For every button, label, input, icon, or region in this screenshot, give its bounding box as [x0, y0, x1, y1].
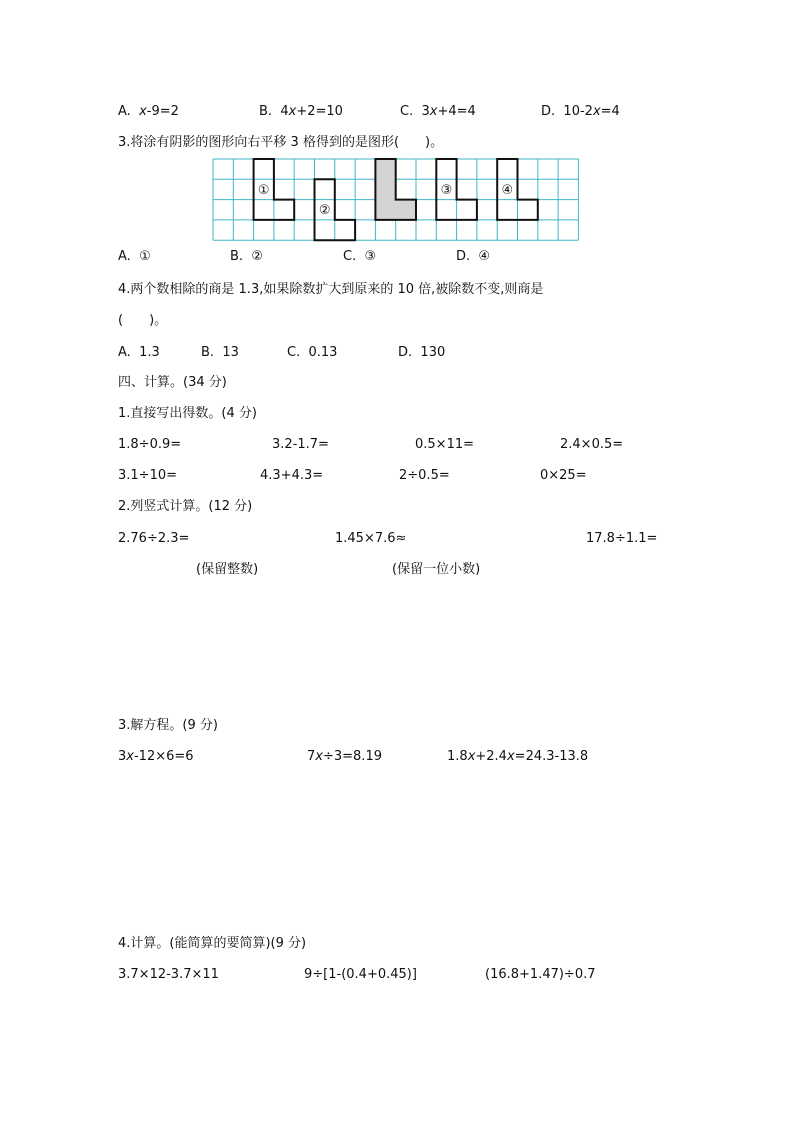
vertical-calc-item: 2.76÷2.3=	[118, 531, 190, 546]
figure-label: ③	[440, 182, 453, 198]
option-letter: D.	[541, 104, 556, 119]
section-heading: 四、计算。(34 分)	[118, 375, 227, 390]
figure-label: ②	[318, 203, 331, 219]
equation-text: 3	[118, 749, 127, 764]
part2-title: 2.列竖式计算。(12 分)	[118, 499, 253, 514]
option-letter: B.	[259, 104, 273, 119]
l-shape-shaded	[375, 159, 416, 220]
variable-x: x	[429, 104, 438, 119]
option-letter: C.	[400, 104, 414, 119]
variable-x: x	[592, 104, 601, 119]
q3-question: 3.将涂有阴影的图形向右平移 3 格得到的是图形( )。	[118, 135, 444, 150]
mental-calc-item: 0×25=	[540, 468, 587, 483]
q3-option-c: C. ③	[343, 249, 377, 264]
mental-calc-item: 4.3+4.3=	[260, 468, 324, 483]
q4-question-line2: ( )。	[118, 313, 168, 328]
part3-title: 3.解方程。(9 分)	[118, 718, 218, 733]
mental-calc-item: 3.1÷10=	[118, 468, 178, 483]
q2-option-b	[259, 103, 343, 121]
equation-text: ÷3=8.19	[322, 749, 382, 764]
vertical-calc-item: 17.8÷1.1=	[586, 531, 658, 546]
mental-calc-item: 2÷0.5=	[399, 468, 450, 483]
simplify-calc-item: 3.7×12-3.7×11	[118, 967, 219, 982]
equation-text: -9=2	[146, 104, 179, 119]
rounding-note: (保留一位小数)	[392, 562, 481, 577]
translation-grid-figure	[212, 158, 584, 242]
q2-option-c	[400, 103, 476, 121]
mental-calc-item: 0.5×11=	[415, 437, 475, 452]
part1-title: 1.直接写出得数。(4 分)	[118, 406, 257, 421]
variable-x: x	[126, 749, 134, 764]
figure-label: ①	[257, 182, 270, 198]
q4-option-c: C. 0.13	[287, 345, 338, 360]
equation-text: 4	[280, 104, 289, 119]
part4-title: 4.计算。(能简算的要简算)(9 分)	[118, 936, 307, 951]
equation-text: =24.3-13.8	[514, 749, 589, 764]
q4-option-b: B. 13	[201, 345, 239, 360]
equation-text: 7	[307, 749, 316, 764]
q2-option-d	[541, 103, 620, 121]
q3-option-d: D. ④	[456, 249, 491, 264]
vertical-calc-item: 1.45×7.6≈	[335, 531, 407, 546]
q3-option-b: B. ②	[230, 249, 263, 264]
equation-text: +2.4	[475, 749, 507, 764]
option-letter: A.	[118, 104, 131, 119]
mental-calc-item: 3.2-1.7=	[272, 437, 329, 452]
mental-calc-item: 2.4×0.5=	[560, 437, 624, 452]
q4-option-a: A. 1.3	[118, 345, 160, 360]
mental-calc-item: 1.8÷0.9=	[118, 437, 182, 452]
variable-x: x	[315, 749, 323, 764]
equation-text: 3	[421, 104, 430, 119]
equation-text: +4=4	[437, 104, 476, 119]
simplify-calc-item: 9÷[1-(0.4+0.45)]	[304, 967, 417, 982]
variable-x: x	[139, 104, 147, 119]
q4-option-d: D. 130	[398, 345, 446, 360]
equation-item	[307, 748, 382, 766]
simplify-calc-item: (16.8+1.47)÷0.7	[485, 967, 596, 982]
q2-option-a	[118, 103, 179, 121]
equation-text: -12×6=6	[133, 749, 194, 764]
figure-label: ④	[501, 182, 514, 198]
equation-text: =4	[600, 104, 620, 119]
rounding-note: (保留整数)	[196, 562, 259, 577]
q3-option-a: A. ①	[118, 249, 151, 264]
equation-item	[118, 748, 194, 766]
q4-question-line1: 4.两个数相除的商是 1.3,如果除数扩大到原来的 10 倍,被除数不变,则商是	[118, 282, 544, 297]
variable-x: x	[467, 749, 476, 764]
variable-x: x	[288, 104, 297, 119]
equation-text: 1.8	[447, 749, 468, 764]
variable-x: x	[506, 749, 515, 764]
equation-text: 10-2	[563, 104, 593, 119]
equation-text: +2=10	[296, 104, 343, 119]
equation-item	[447, 748, 588, 766]
